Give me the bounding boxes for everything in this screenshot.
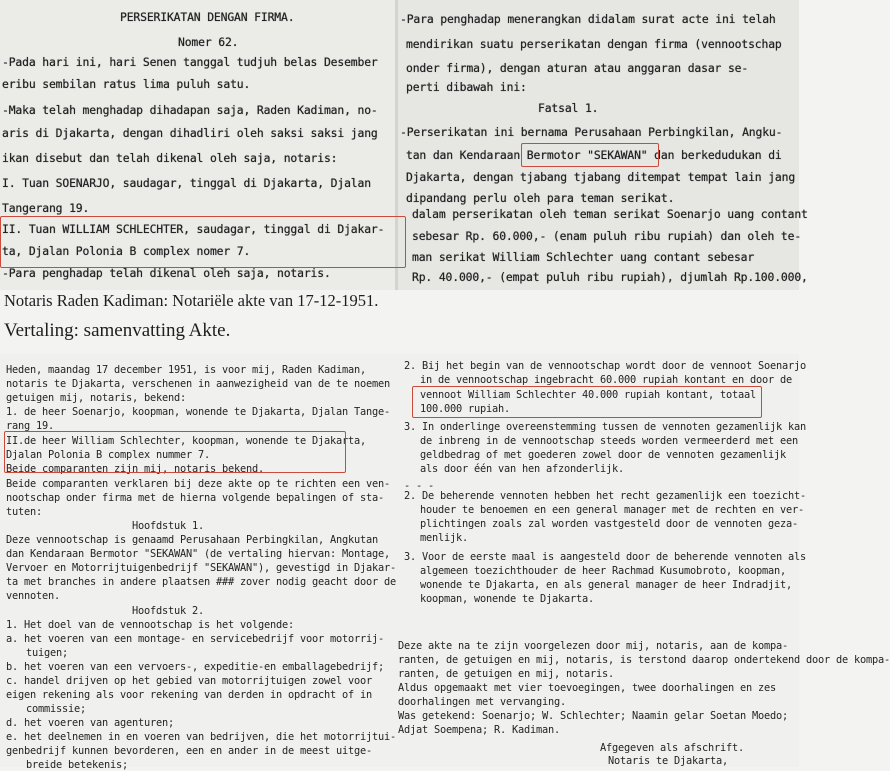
translation-right-line: plichtingen zoals zal worden vastgesteld door de vennoten geza- [420,518,798,530]
translation-left-line: e. het deelnemen in en voeren van bedrijven, die het motorrijtui- [6,731,396,743]
translation-left-line: eigen rekening als voor rekening van derden in opdracht of in [6,689,372,701]
translation-left-line: notaris te Djakarta, verschenen in aanwezigheid van de te noemen [6,378,390,390]
translation-right-line: Aldus opgemaakt met vier toevoegingen, twee doorhalingen en zes [398,682,776,694]
translation-left-line: Beide comparanten zijn mij, notaris bekend. [6,463,264,475]
translation-document [0,354,890,771]
translation-left-line: getuigen mij, notaris, bekend: [6,392,186,404]
translation-right-line: - - - [404,480,434,492]
highlight-capital-contribution [412,386,762,418]
translation-left-line: b. het voeren van een vervoers-, expeditie-en emballagebedrijf; [6,661,384,673]
translation-right-line: in de vennootschap ingebracht 60.000 rupiah kontant en door de [420,374,792,386]
translation-right-line: houder te benoemen en een general manager met de rechten en ver- [420,504,804,516]
translation-left-line: a. het voeren van een montage- en servicebedrijf voor motorrij- [6,633,384,645]
scan-right-line: onder firma), dengan aturan atau anggaran dasar se- [406,61,749,75]
scan-left-line: ikan disebut dan telah dikenal oleh saja, notaris: [2,151,338,165]
translation-left-line: d. het voeren van agenturen; [6,717,174,729]
scan-right-line: man serikat William Schlechter uang contant sebesar [412,250,755,264]
scan-left-line: aris di Djakarta, dengan dihadliri oleh saksi saksi jang [2,126,378,140]
translation-right-line: als door één van hen afzonderlijk. [420,463,624,475]
translation-right-line: 3. In onderlinge overeenstemming tussen de vennoten gezamenlijk kan [404,421,806,433]
translation-right-line: ranten, de getuigen en mij, notaris, is terstond daarop ondertekend door de kompa- [398,654,890,666]
scan-left-line: eribu sembilan ratus lima puluh satu. [2,77,251,91]
translation-left-line: genbedrijf kunnen bevorderen, een en ander in de meest uitge- [6,745,372,757]
translation-left-line: c. handel drijven op het gebied van motorrijtuigen zowel voor [6,675,372,687]
translation-left-line: breide betekenis; [26,759,128,771]
translation-right-line: Was getekend: Soenarjo; W. Schlechter; Naamin gelar Soetan Moedo; [398,710,788,722]
scan-right-line: perti dibawah ini: [406,80,527,94]
translation-left-line: 1. de heer Soenarjo, koopman, wonende te Djakarta, Djalan Tange- [6,406,390,418]
translation-right-line: ranten, de getuigen en mij, notaris. [398,668,614,680]
scan-left-line: Nomer 62. [178,35,239,49]
scan-right-line: -Perserikatan ini bernama Perusahaan Perbingkilan, Angku- [400,125,783,139]
scan-right-line: mendirikan suatu perserikatan dengan firma (vennootschap [406,37,782,51]
scan-right-line: tan dan Kendaraan Bermotor "SEKAWAN" dan berkedudukan di [406,148,782,162]
scan-left-line: I. Tuan SOENARJO, saudagar, tinggal di Djakarta, Djalan [2,176,371,190]
translation-right-line: algemeen toezichthouder de heer Rachmad Kusumobroto, koopman, [420,565,786,577]
translation-left-line: Deze vennootschap is genaamd Perusahaan Perbingkilan, Angkutan [6,534,378,546]
highlight-william-schlechter-translation [4,431,346,473]
translation-left-line: Beide comparanten verklaren bij deze akte op te richten een ven- [6,478,390,490]
scanned-deed [0,0,808,290]
scan-right-line: -Para penghadap menerangkan didalam surat acte ini telah [400,12,776,26]
translation-left-line: vennoten. [6,590,60,602]
scan-right-line: Rp. 40.000,- (empat puluh ribu rupiah), djumlah Rp.100.000, [412,270,808,284]
scan-left-line: ta, Djalan Polonia B complex nomer 7. [2,244,251,258]
translation-right-line: wonende te Djakarta, en als general manager de heer Indradjit, [420,579,792,591]
translation-left-line: tuten: [6,506,42,518]
scan-right-line: Fatsal 1. [538,101,599,115]
translation-left-line: Hoofdstuk 1. [132,520,204,532]
translation-right-line: Afgegeven als afschrift. [600,742,744,754]
translation-left-line: commissie; [26,703,86,715]
translation-left-line: 1. Het doel van de vennootschap is het volgende: [6,619,294,631]
scan-left-line: Tangerang 19. [2,201,90,215]
translation-right-line: koopman, wonende te Djakarta. [420,593,594,605]
caption-translation: Vertaling: samenvatting Akte. [4,320,231,341]
translation-right-line: 3. Voor de eerste maal is aangesteld door de beherende vennoten als [404,551,806,563]
translation-right-line: Deze akte na te zijn voorgelezen door mij, notaris, aan de kompa- [398,640,788,652]
translation-right-line: de inbreng in de vennootschap steeds worden vermeerderd met een [420,435,798,447]
translation-right-line: Notaris te Djakarta, [608,755,728,767]
translation-right-line: 100.000 rupiah. [420,403,510,415]
translation-left-line: Vervoer en Motorrijtuigenbedrijf "SEKAWAN"), gevestigd in Djakar- [6,562,396,574]
translation-left-line: II.de heer William Schlechter, koopman, wonende te Djakarta, [6,435,366,447]
translation-left-line: Hoofdstuk 2. [132,605,204,617]
scan-left-line: PERSERIKATAN DENGAN FIRMA. [120,10,295,24]
scan-right-line: Djakarta, dengan tjabang tjabang ditempat tempat lain jang [406,170,796,184]
scan-right-line: dipandang perlu oleh para teman serikat. [406,191,675,205]
translation-right-line: doorhalingen met vervanging. [398,696,566,708]
translation-left-line: rang 19. [6,420,54,432]
translation-left-line: dan Kendaraan Bermotor "SEKAWAN" (de vertaling hiervan: Montage, [6,548,390,560]
translation-left-line: tuigen; [26,647,68,659]
translation-left-line: ta met branches in andere plaatsen ### zover nodig geacht door de [6,576,396,588]
translation-right-line: geldbedrag of met goederen zowel door de vennoten gezamenlijk [420,449,786,461]
translation-left-line: Heden, maandag 17 december 1951, is voor mij, Raden Kadiman, [6,364,366,376]
scan-left-line: -Para penghadap telah dikenal oleh saja, notaris. [2,266,331,280]
scan-right-line: dalam perserikatan oleh teman serikat Soenarjo uang contant [412,207,808,221]
translation-left-line: Djalan Polonia B complex nummer 7. [6,449,210,461]
translation-right-line: 2. De beherende vennoten hebben het recht gezamenlijk een toezicht- [404,490,806,502]
translation-left-line: nootschap onder firma met de hierna volgende bepalingen of sta- [6,492,384,504]
translation-right-line: vennoot William Schlechter 40.000 rupiah kontant, totaal [420,389,756,401]
scan-right-line: sebesar Rp. 60.000,- (enam puluh ribu rupiah) dan oleh te- [412,229,802,243]
scan-left-line: -Pada hari ini, hari Senen tanggal tudjuh belas Desember [2,55,378,69]
caption-notarial-deed: Notaris Raden Kadiman: Notariële akte van 17-12-1951. [4,291,379,310]
scan-left-line: II. Tuan WILLIAM SCHLECHTER, saudagar, tinggal di Djakar- [2,222,385,236]
translation-right-line: Adjat Soempena; R. Kadiman. [398,724,560,736]
translation-right-line: menlijk. [420,532,468,544]
scan-left-line: -Maka telah menghadap dihadapan saja, Raden Kadiman, no- [2,103,378,117]
highlight-william-schlechter-original [0,216,406,268]
translation-right-line: 2. Bij het begin van de vennootschap wordt door de vennoot Soenarjo [404,360,806,372]
highlight-sekawan-original [521,143,659,167]
